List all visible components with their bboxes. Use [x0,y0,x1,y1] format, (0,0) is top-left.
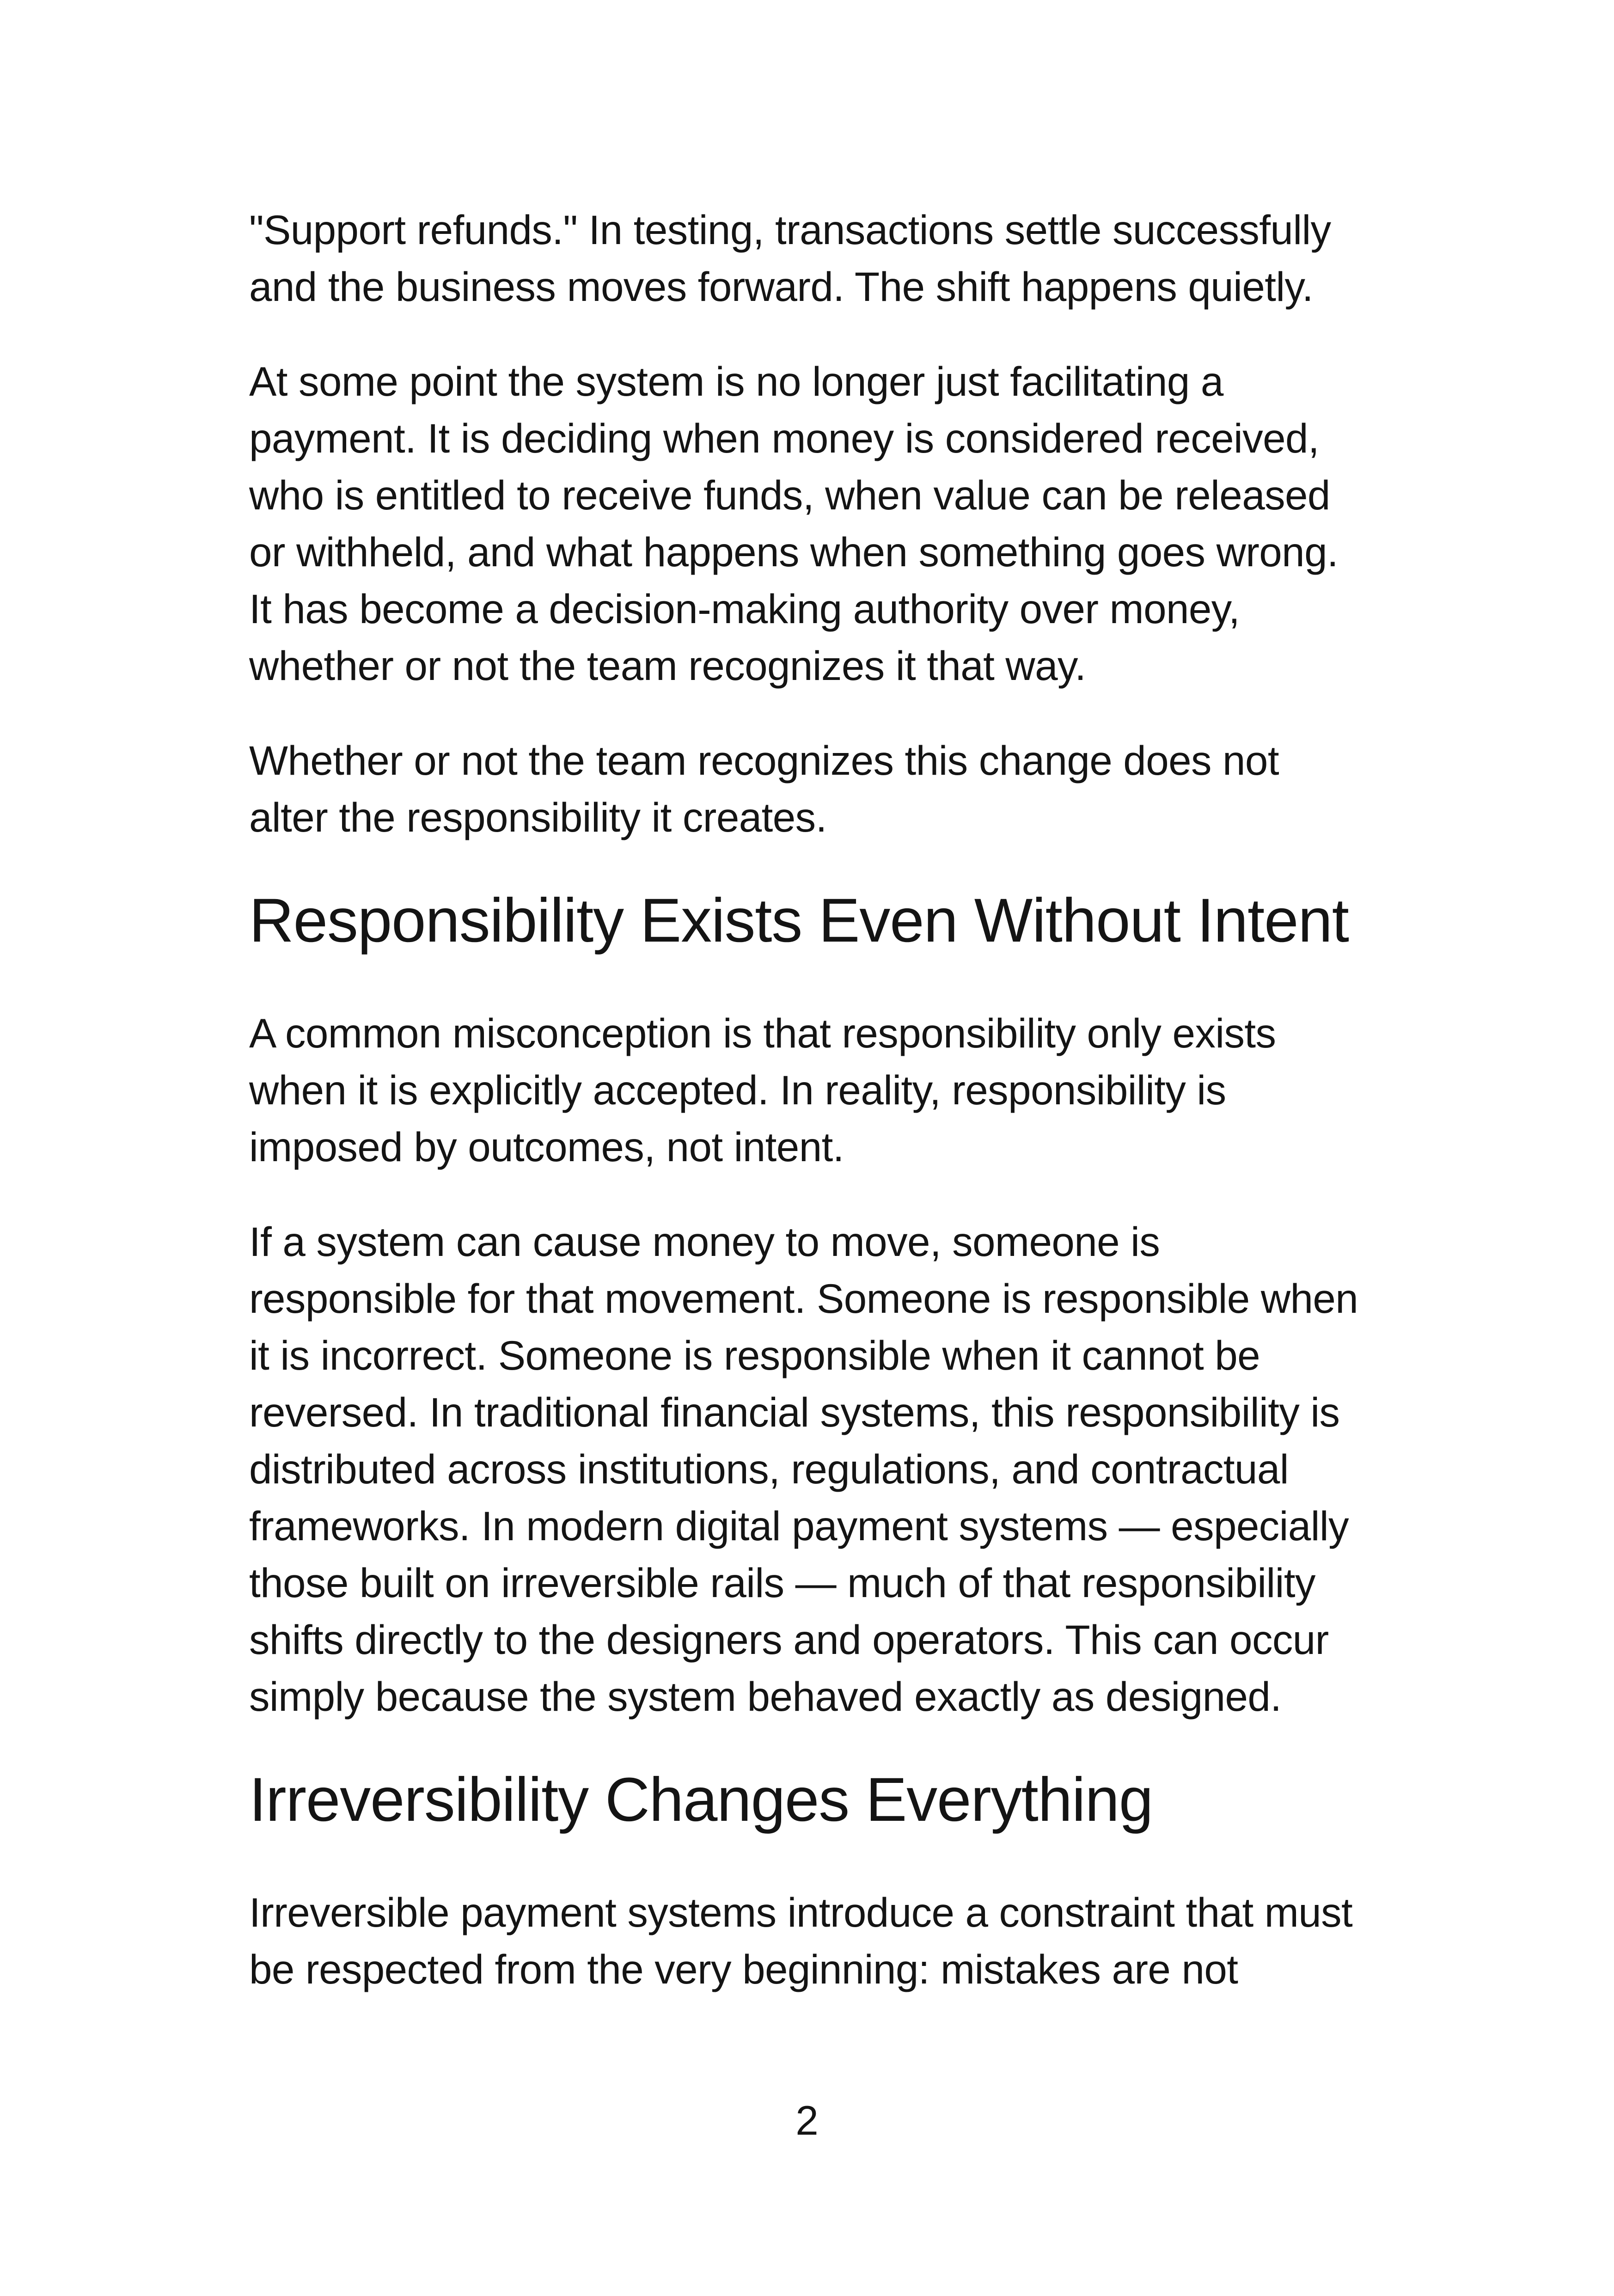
text-line: Whether or not the team recognizes this change does not [249,737,1279,784]
page-content [249,202,1405,2036]
text-line: those built on irreversible rails — much of that responsibility [249,1560,1315,1606]
text-line: or withheld, and what happens when something goes wrong. [249,529,1339,575]
page-number: 2 [795,2097,819,2143]
text-line: imposed by outcomes, not intent. [249,1124,844,1170]
text-line: It has become a decision-making authority over money, [249,586,1240,632]
body-paragraph [249,202,1405,315]
text-line: be respected from the very beginning: mistakes are not [249,1946,1238,1992]
text-line: responsible for that movement. Someone is responsible when [249,1275,1358,1322]
text-line: whether or not the team recognizes it that way. [249,643,1086,689]
body-paragraph [249,1884,1405,1998]
text-line: simply because the system behaved exactly as designed. [249,1673,1282,1720]
body-paragraph [249,353,1405,694]
text-line: reversed. In traditional financial systems, this responsibility is [249,1389,1340,1435]
text-line: who is entitled to receive funds, when value can be released [249,472,1330,518]
text-line: and the business moves forward. The shift happens quietly. [249,263,1313,310]
text-line: distributed across institutions, regulations, and contractual [249,1446,1289,1492]
body-paragraph [249,1213,1405,1725]
text-line: payment. It is deciding when money is considered received, [249,415,1320,461]
text-line: Irreversible payment systems introduce a constraint that must [249,1889,1353,1935]
text-line: shifts directly to the designers and operators. This can occur [249,1616,1329,1663]
text-line: when it is explicitly accepted. In reality, responsibility is [249,1067,1226,1113]
text-line: If a system can cause money to move, someone is [249,1218,1160,1265]
section-heading: Irreversibility Changes Everything [249,1765,1153,1834]
text-line: frameworks. In modern digital payment systems — especially [249,1503,1349,1549]
section-heading: Responsibility Exists Even Without Intent [249,886,1349,955]
text-line: "Support refunds." In testing, transactions settle successfully [249,207,1331,253]
body-paragraph [249,732,1405,846]
text-line: alter the responsibility it creates. [249,794,827,840]
text-line: A common misconception is that responsibility only exists [249,1010,1276,1056]
text-line: At some point the system is no longer just facilitating a [249,358,1223,404]
text-line: it is incorrect. Someone is responsible when it cannot be [249,1332,1260,1378]
body-paragraph [249,1005,1405,1176]
